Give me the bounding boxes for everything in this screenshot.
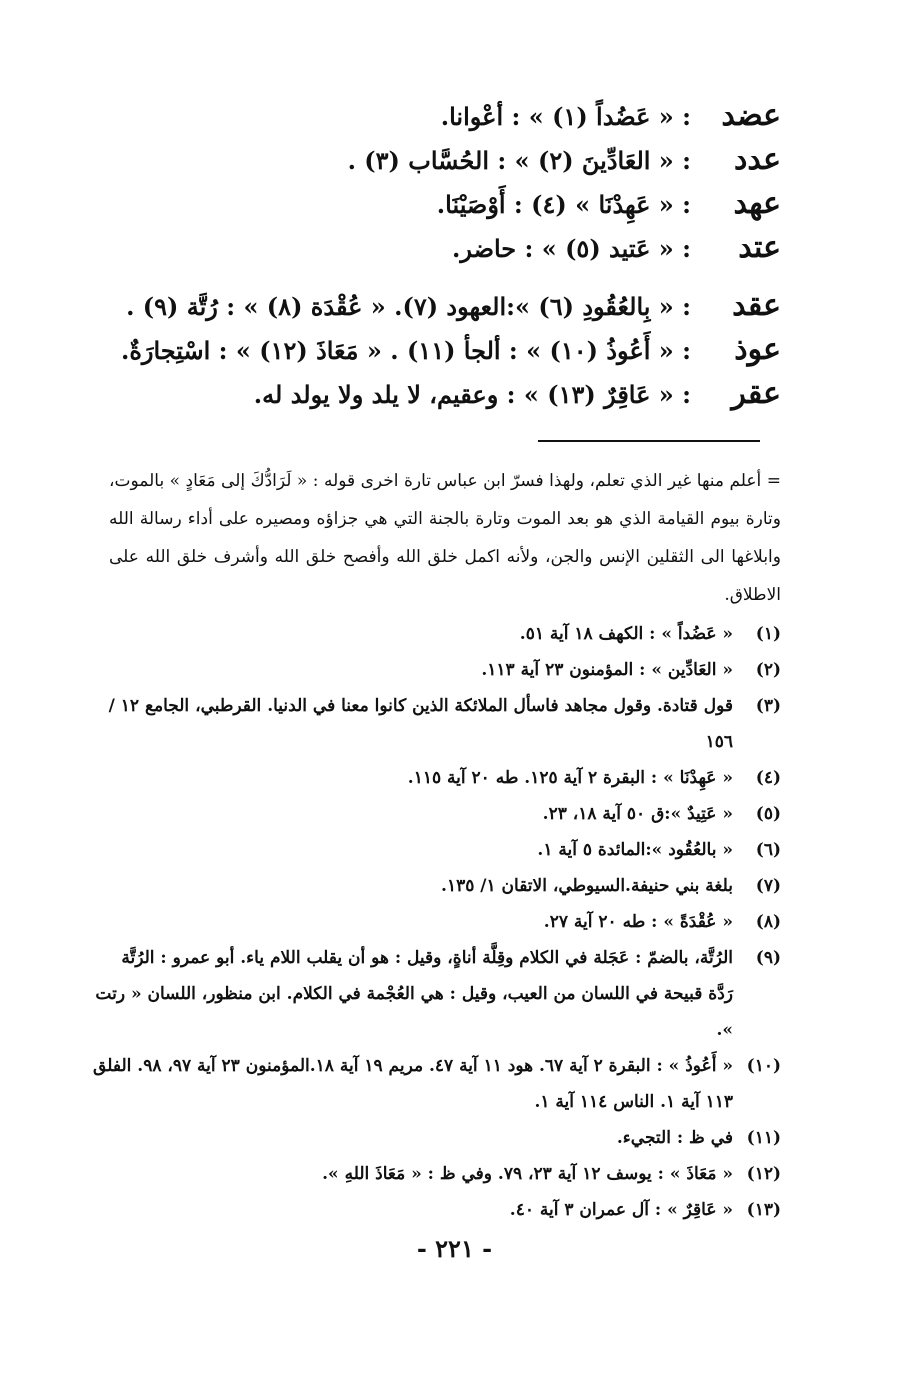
footnote-number: (٢) [755,660,781,680]
footnote [91,1120,781,1156]
footnote [91,1192,781,1228]
entry-root: عضد [721,98,781,133]
entry-gloss: : « العَادِّينَ (٢) » : الحُسَّاب (٣) . [347,146,691,175]
footnote-number: (٧) [755,876,781,896]
footnote-text: قول قتادة. وقول مجاهد فاسأل الملائكة الذين كانوا معنا في الدنيا. القرطبي، الجامع ١٢ / ١٥٦ [108,696,733,752]
footnote-text: « عَهِدْنَا » : البقرة ٢ آية ١٢٥. طه ٢٠ آية ١١٥. [407,768,733,788]
footnote-text: الرُتَّة، بالضمّ : عَجَلة في الكلام وقِلَّة أناةٍ، وقيل : هو أن يقلب اللام ياء. أبو عمرو : الرُتَّة رَدَّة قبيحة في اللسان من العيب، وقيل : هي العُجْمة في الكلام. ابن منظور، اللسان « رتت ». [95,948,733,1040]
continued-footnote: = أعلم منها غير الذي تعلم، ولهذا فسرّ ابن عباس تارة اخرى قوله : « لَرَادُّكَ إلى مَعَادٍ » بالموت، وتارة بيوم القيامة الذي هو بعد الموت وتارة بالجنة التي هي جزاؤه ومصيره على أداء رسالة الله وابلاغها الى الثقلين الإنس والجن، ولأنه اكمل خلق الله وأفصح خلق الله وأشرف خلق الله على الاطلاق. [109,471,781,605]
footnote-text: في ظ : التجيء. [616,1128,733,1148]
footnote [91,1156,781,1192]
footnote-number: (١٠) [746,1056,781,1076]
footnote [91,1048,781,1120]
entry-gloss: : « بِالعُقُودِ (٦) »:العهود (٧). « عُقْدَة (٨) » : رُتَّة (٩) . [126,292,691,321]
entry-gloss: : « عَضُداً (١) » : أعْوانا. [440,102,691,131]
footnote-number: (١٢) [746,1164,781,1184]
glossary-entry [101,98,781,142]
entry-gloss: : « أَعُوذُ (١٠) » : ألجأ (١١) . « مَعَاذَ (١٢) » : اسْتِجارَةٌ. [120,336,691,365]
footnote-text: « مَعَاذَ » : يوسف ١٢ آية ٢٣، ٧٩. وفي ظ : « مَعَاذَ اللهِ ». [322,1164,733,1184]
footnote-number: (٣) [755,696,781,716]
footnote-number: (١١) [746,1128,781,1148]
footnote-text: « عَتِيدٌ »:ق ٥٠ آية ١٨، ٢٣. [542,804,733,824]
entry-root: عتد [738,230,781,265]
footnote [91,796,781,832]
footnote-number: (٥) [755,804,781,824]
glossary-entry [101,186,781,230]
glossary-entry [101,230,781,274]
footnote-separator [538,440,760,442]
glossary-entries [101,98,781,420]
entry-root: عوذ [734,332,781,367]
footnote [91,832,781,868]
footnote-text: « العَادِّين » : المؤمنون ٢٣ آية ١١٣. [481,660,733,680]
footnote-text: « أَعُوذُ » : البقرة ٢ آية ٦٧. هود ١١ آية ٤٧. مريم ١٩ آية ١٨.المؤمنون ٢٣ آية ٩٧، ٩٨. الفلق ١١٣ آية ١. الناس ١١٤ آية ١. [93,1056,733,1112]
footnote [91,688,781,760]
footnote-number: (٤) [755,768,781,788]
entry-gloss: : « عَتيد (٥) » : حاضر. [452,234,691,263]
glossary-entry [101,332,781,376]
footnotes [91,616,781,1228]
entry-gloss: : « عَهِدْنَا » (٤) : أَوْصَيْنَا. [436,190,691,219]
footnote-number: (٦) [755,840,781,860]
glossary-entry [101,142,781,186]
footnote-number: (٩) [755,948,781,968]
footnote-text: « عُقْدَةً » : طه ٢٠ آية ٢٧. [543,912,733,932]
footnote [91,760,781,796]
footnote [91,616,781,652]
footnote [91,868,781,904]
footnote-number: (١٣) [746,1200,781,1220]
entry-gloss: : « عَاقِرٌ (١٣) » : وعقيم، لا يلد ولا يولد له. [253,380,691,409]
glossary-entry [101,288,781,332]
page-number: - ٢٢١ - [416,1234,493,1263]
footnote [91,904,781,940]
entry-root: عدد [733,142,781,177]
entry-root: عقد [732,288,781,323]
footnote-number: (٨) [755,912,781,932]
footnote [91,940,781,1048]
footnote-text: « عَضُداً » : الكهف ١٨ آية ٥١. [519,624,733,644]
footnote-text: « بالعُقُود »:المائدة ٥ آية ١. [537,840,733,860]
footnote [91,652,781,688]
footnote-text: « عَاقِرٌ » : آل عمران ٣ آية ٤٠. [509,1200,733,1220]
glossary-entry [101,376,781,420]
footnote-text: بلغة بني حنيفة.السيوطي، الاتقان ١/ ١٣٥. [441,876,733,896]
footnote-number: (١) [755,624,781,644]
entry-root: عهد [733,186,781,221]
entry-root: عقر [731,376,781,411]
